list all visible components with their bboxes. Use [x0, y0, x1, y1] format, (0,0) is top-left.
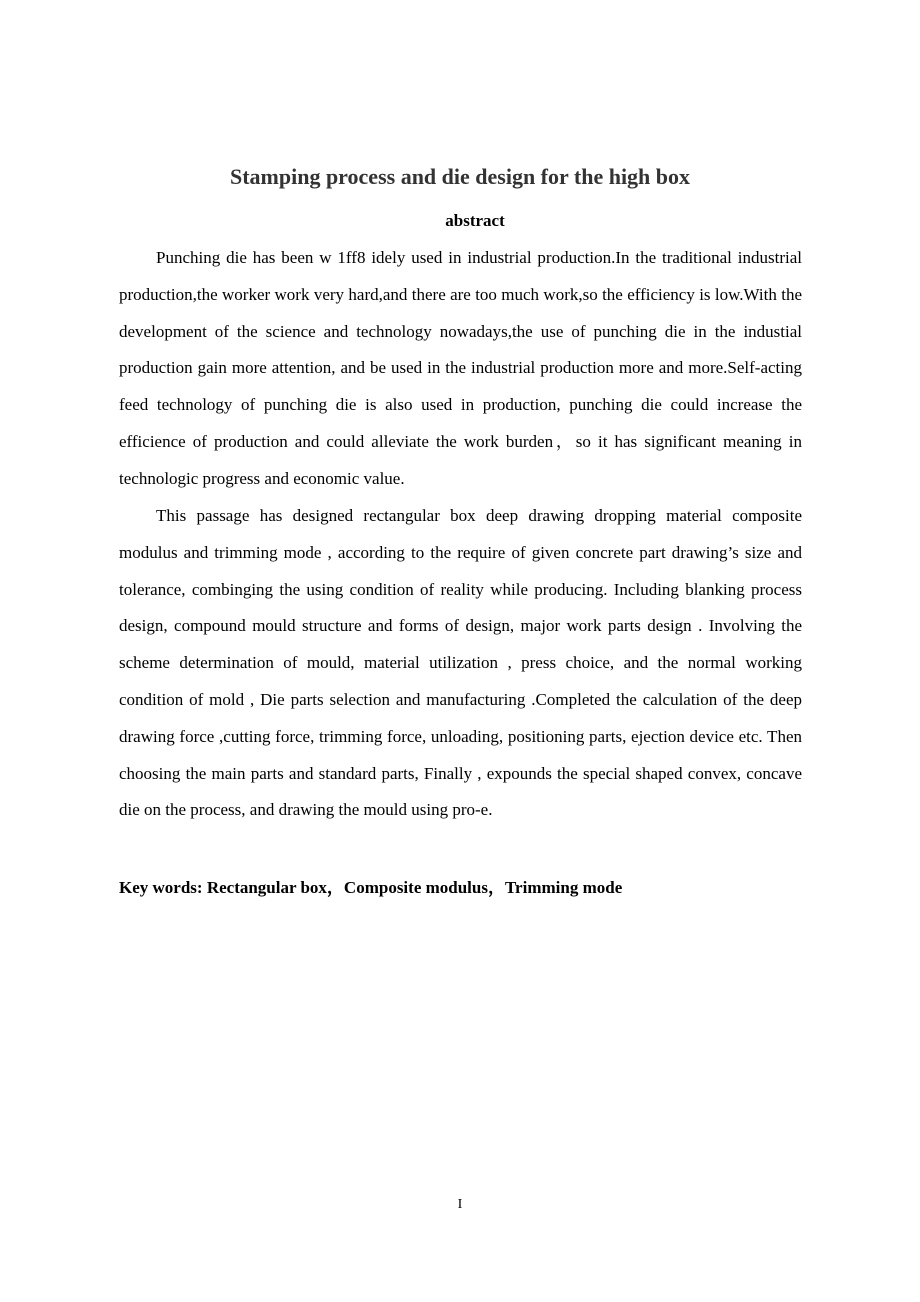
- keywords-line: Key words: Rectangular box，Composite modulus，Trimming mode: [119, 878, 623, 897]
- abstract-paragraph-1: Punching die has been w 1ff8 idely used in industrial production.In the traditional industrial production,the worker work very hard,and there are too much work,so the efficiency is low.With the development of the science and technology nowadays,the use of punching die in the industial production gain more attention, and be used in the industrial production more and more.Self-acting feed technology of punching die is also used in production, punching die could increase the efficience of production and could alleviate the work burden，so it has significant meaning in technologic progress and economic value.: [119, 248, 802, 488]
- abstract-paragraph-1-container: [119, 240, 802, 498]
- abstract-paragraph-2: This passage has designed rectangular box deep drawing dropping material composite modulus and trimming mode , according to the require of given concrete part drawing’s size and tolerance, combinging the using condition of reality while producing. Including blanking process design, compound mould structure and forms of design, major work parts design . Involving the scheme determination of mould, material utilization , press choice, and the normal working condition of mold , Die parts selection and manufacturing .Completed the calculation of the deep drawing force ,cutting force, trimming force, unloading, positioning parts, ejection device etc. Then choosing the main parts and standard parts, Finally , expounds the special shaped convex, concave die on the process, and drawing the mould using pro-e.: [119, 506, 802, 820]
- abstract-heading: abstract: [445, 211, 505, 230]
- abstract-paragraph-2-container: [119, 498, 802, 829]
- page-number: I: [457, 1197, 463, 1212]
- document-title: Stamping process and die design for the high box: [229, 164, 691, 189]
